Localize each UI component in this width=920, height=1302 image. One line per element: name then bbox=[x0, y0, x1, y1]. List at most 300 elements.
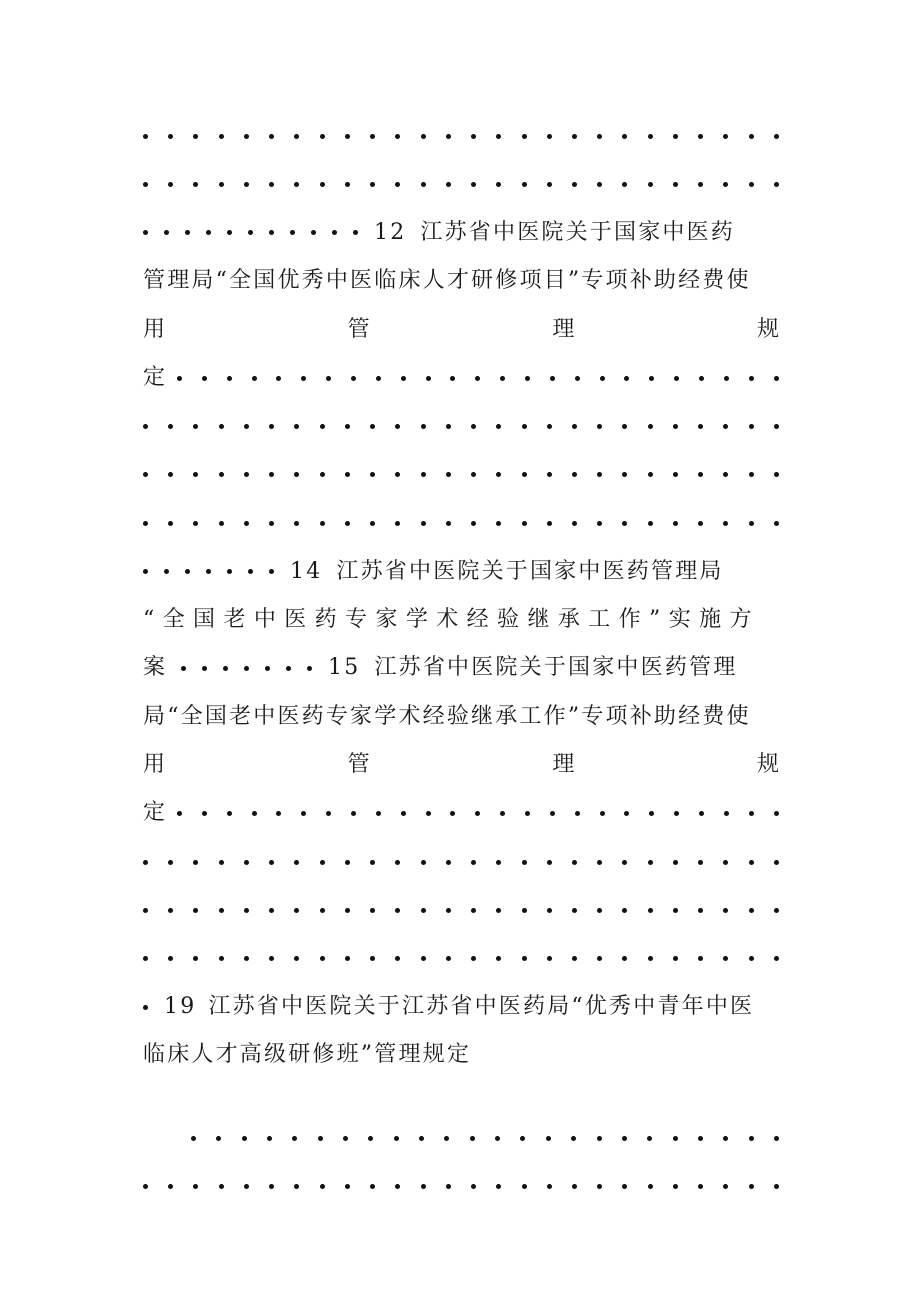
leader-dot bbox=[370, 956, 375, 961]
leader-dot bbox=[673, 472, 678, 477]
leader-dot bbox=[395, 472, 400, 477]
leader-dot bbox=[648, 424, 653, 429]
leader-dot bbox=[421, 908, 426, 913]
leader-dot bbox=[698, 908, 703, 913]
leader-dot bbox=[572, 1184, 577, 1189]
leader-dot bbox=[522, 472, 527, 477]
leader-dot bbox=[177, 811, 182, 816]
leader-dots bbox=[143, 451, 779, 499]
leader-dot bbox=[202, 376, 207, 381]
leader-dot bbox=[294, 860, 299, 865]
leader-dot bbox=[471, 134, 476, 139]
leader-dot bbox=[168, 956, 173, 961]
toc-char: 用 bbox=[143, 752, 166, 778]
leader-dot bbox=[345, 1184, 350, 1189]
leader-dot bbox=[674, 376, 679, 381]
leader-dot bbox=[648, 521, 653, 526]
leader-dot bbox=[269, 472, 274, 477]
leader-dot bbox=[723, 472, 728, 477]
leader-dot bbox=[749, 376, 754, 381]
leader-dot bbox=[471, 521, 476, 526]
leader-dots bbox=[177, 376, 779, 381]
leader-dot bbox=[723, 956, 728, 961]
leader-dot bbox=[191, 1136, 196, 1141]
leader-dot bbox=[450, 811, 455, 816]
leader-dot bbox=[177, 376, 182, 381]
leader-dot bbox=[547, 472, 552, 477]
leader-dot bbox=[622, 182, 627, 187]
leader-dot bbox=[320, 521, 325, 526]
leader-dot bbox=[395, 134, 400, 139]
leader-dot bbox=[143, 956, 148, 961]
leader-dot bbox=[525, 811, 530, 816]
leader-dot bbox=[525, 376, 530, 381]
leader-dot bbox=[550, 811, 555, 816]
leader-dot bbox=[500, 811, 505, 816]
leader-dots bbox=[143, 1114, 779, 1162]
toc-entry-12-title-spread bbox=[143, 306, 779, 354]
leader-dot bbox=[522, 424, 527, 429]
leader-dot bbox=[370, 860, 375, 865]
leader-dot bbox=[193, 521, 198, 526]
leader-dot bbox=[219, 860, 224, 865]
leader-dot bbox=[219, 956, 224, 961]
leader-dot bbox=[572, 860, 577, 865]
leader-dot bbox=[774, 521, 779, 526]
leader-dot bbox=[547, 134, 552, 139]
leader-dot bbox=[345, 860, 350, 865]
leader-dot bbox=[345, 472, 350, 477]
toc-char: 定 bbox=[143, 800, 166, 826]
leader-dot bbox=[395, 860, 400, 865]
leader-dot bbox=[294, 182, 299, 187]
leader-dot bbox=[471, 860, 476, 865]
leader-dot bbox=[216, 1136, 221, 1141]
leader-dot bbox=[597, 182, 602, 187]
leader-dot bbox=[343, 1136, 348, 1141]
leader-dot bbox=[421, 956, 426, 961]
leader-dot bbox=[252, 376, 257, 381]
leader-dot bbox=[648, 182, 653, 187]
leader-dot bbox=[496, 908, 501, 913]
leader-dot bbox=[345, 908, 350, 913]
leader-dot bbox=[698, 521, 703, 526]
leader-dot bbox=[724, 811, 729, 816]
leader-dot bbox=[143, 182, 148, 187]
leader-dot bbox=[143, 569, 148, 574]
leader-dot bbox=[294, 521, 299, 526]
leader-dot bbox=[550, 376, 555, 381]
leader-dot bbox=[370, 1184, 375, 1189]
leader-dot bbox=[749, 472, 754, 477]
toc-entry-12-line-4 bbox=[143, 354, 779, 402]
toc-char: 定 bbox=[143, 364, 166, 390]
toc-char: 案 bbox=[143, 655, 166, 681]
leader-dots bbox=[143, 1005, 148, 1010]
leader-dot bbox=[219, 182, 224, 187]
leader-dot bbox=[394, 1136, 399, 1141]
leader-dot bbox=[395, 424, 400, 429]
leader-dot bbox=[446, 472, 451, 477]
leader-dot bbox=[774, 472, 779, 477]
leader-dot bbox=[496, 182, 501, 187]
leader-dot bbox=[307, 666, 312, 671]
leader-dot bbox=[496, 472, 501, 477]
leader-dot bbox=[185, 569, 190, 574]
toc-char: 理 bbox=[552, 752, 575, 778]
leader-dot bbox=[723, 1184, 728, 1189]
leader-dot bbox=[699, 811, 704, 816]
leader-dot bbox=[395, 182, 400, 187]
toc-char: 管 bbox=[347, 316, 370, 342]
toc-entry-19-page: 19 bbox=[164, 994, 197, 1020]
leader-dot bbox=[572, 908, 577, 913]
leader-dot bbox=[193, 182, 198, 187]
leader-dot bbox=[547, 956, 552, 961]
leader-dot bbox=[723, 908, 728, 913]
leader-dot bbox=[227, 811, 232, 816]
leader-dot bbox=[269, 860, 274, 865]
leader-dot bbox=[244, 666, 249, 671]
leader-dot bbox=[370, 134, 375, 139]
leader-dot bbox=[269, 908, 274, 913]
leader-dot bbox=[698, 134, 703, 139]
leader-dot bbox=[143, 472, 148, 477]
leader-dot bbox=[320, 472, 325, 477]
leader-dot bbox=[648, 1184, 653, 1189]
leader-dot bbox=[421, 1184, 426, 1189]
leader-dot bbox=[446, 134, 451, 139]
leader-dot bbox=[242, 1136, 247, 1141]
leader-dot bbox=[269, 230, 274, 235]
leader-dot bbox=[547, 424, 552, 429]
leader-dot bbox=[723, 860, 728, 865]
leader-dot bbox=[219, 472, 224, 477]
leader-dot bbox=[597, 472, 602, 477]
leader-dot bbox=[267, 1136, 272, 1141]
leader-dot bbox=[749, 908, 754, 913]
leader-dot bbox=[421, 424, 426, 429]
toc-char: 规 bbox=[756, 316, 779, 342]
leader-dot bbox=[294, 134, 299, 139]
toc-entry-19-title-cont: 临床人才高级研修班”管理规定 bbox=[143, 1042, 472, 1068]
leader-dot bbox=[421, 134, 426, 139]
leader-dot bbox=[223, 666, 228, 671]
leader-dot bbox=[421, 521, 426, 526]
leader-dot bbox=[376, 811, 381, 816]
leader-dot bbox=[421, 860, 426, 865]
leader-dot bbox=[622, 1184, 627, 1189]
leader-dot bbox=[168, 472, 173, 477]
leader-dot bbox=[774, 1136, 779, 1141]
leader-dot bbox=[244, 908, 249, 913]
leader-dot bbox=[227, 569, 232, 574]
leader-dot bbox=[269, 424, 274, 429]
toc-entry-14-page: 14 bbox=[290, 558, 323, 584]
leader-dot bbox=[622, 424, 627, 429]
leader-dot bbox=[749, 811, 754, 816]
leader-dot bbox=[698, 472, 703, 477]
leader-dot bbox=[500, 376, 505, 381]
toc-entry-19-line-1 bbox=[143, 983, 779, 1031]
leader-dot bbox=[143, 230, 148, 235]
leader-dot bbox=[649, 811, 654, 816]
leader-dot bbox=[622, 1136, 627, 1141]
leader-dot bbox=[294, 472, 299, 477]
leader-dot bbox=[286, 666, 291, 671]
leader-dot bbox=[311, 230, 316, 235]
leader-dot bbox=[446, 956, 451, 961]
leader-dot bbox=[622, 956, 627, 961]
leader-dot bbox=[648, 860, 653, 865]
leader-dot bbox=[622, 860, 627, 865]
leader-dot bbox=[370, 908, 375, 913]
leader-dot bbox=[395, 908, 400, 913]
leader-dot bbox=[276, 376, 281, 381]
leader-dot bbox=[774, 956, 779, 961]
leader-dot bbox=[597, 134, 602, 139]
leader-dot bbox=[723, 521, 728, 526]
leader-dot bbox=[202, 811, 207, 816]
leader-dots bbox=[143, 1162, 779, 1210]
leader-dot bbox=[219, 424, 224, 429]
leader-dot bbox=[294, 424, 299, 429]
leader-dot bbox=[185, 230, 190, 235]
leader-dot bbox=[301, 811, 306, 816]
leader-dot bbox=[202, 666, 207, 671]
leader-dot bbox=[774, 182, 779, 187]
leader-dot bbox=[749, 1136, 754, 1141]
leader-dot bbox=[597, 1184, 602, 1189]
blank-gap bbox=[143, 1080, 779, 1114]
leader-dot bbox=[723, 424, 728, 429]
leader-dot bbox=[673, 424, 678, 429]
leader-dot bbox=[168, 521, 173, 526]
leader-dot bbox=[749, 860, 754, 865]
leader-dot bbox=[774, 908, 779, 913]
leader-dot bbox=[471, 424, 476, 429]
leader-dot bbox=[624, 811, 629, 816]
leader-dot bbox=[597, 521, 602, 526]
leader-dot bbox=[698, 860, 703, 865]
leader-dot bbox=[698, 1184, 703, 1189]
toc-entry-15-title: 江苏省中医院关于国家中医药管理 bbox=[374, 655, 738, 681]
leader-dot bbox=[269, 182, 274, 187]
leader-dot bbox=[227, 230, 232, 235]
leader-dot bbox=[248, 569, 253, 574]
leader-dot bbox=[370, 521, 375, 526]
leader-dots bbox=[181, 666, 312, 671]
leader-dot bbox=[575, 811, 580, 816]
leader-dot bbox=[575, 376, 580, 381]
leader-dot bbox=[345, 182, 350, 187]
leader-dot bbox=[547, 182, 552, 187]
leader-dot bbox=[597, 956, 602, 961]
leader-dot bbox=[647, 1136, 652, 1141]
leader-dot bbox=[193, 1184, 198, 1189]
leader-dot bbox=[143, 908, 148, 913]
leader-dot bbox=[547, 1184, 552, 1189]
leader-dot bbox=[446, 1184, 451, 1189]
toc-entry-14-line-1 bbox=[143, 548, 779, 596]
leader-dot bbox=[326, 376, 331, 381]
leader-dot bbox=[698, 956, 703, 961]
leader-dot bbox=[475, 811, 480, 816]
leader-dot bbox=[496, 860, 501, 865]
leader-dot bbox=[294, 1184, 299, 1189]
leader-dot bbox=[600, 811, 605, 816]
leader-dot bbox=[269, 569, 274, 574]
leader-dot bbox=[749, 182, 754, 187]
leader-dot bbox=[143, 1184, 148, 1189]
leader-dot bbox=[547, 908, 552, 913]
leader-dot bbox=[164, 569, 169, 574]
leader-dot bbox=[401, 811, 406, 816]
leader-dot bbox=[522, 521, 527, 526]
leader-dot bbox=[370, 182, 375, 187]
leader-dot bbox=[244, 424, 249, 429]
leader-dot bbox=[370, 472, 375, 477]
leader-dot bbox=[395, 521, 400, 526]
leader-dot bbox=[749, 134, 754, 139]
leader-dot bbox=[143, 424, 148, 429]
leader-dot bbox=[699, 376, 704, 381]
leader-dot bbox=[269, 956, 274, 961]
leader-dot bbox=[351, 376, 356, 381]
leader-dot bbox=[450, 376, 455, 381]
leader-dot bbox=[168, 908, 173, 913]
toc-char: 理 bbox=[552, 316, 575, 342]
leader-dot bbox=[345, 956, 350, 961]
leader-dot bbox=[597, 908, 602, 913]
leader-dot bbox=[495, 1136, 500, 1141]
leader-dot bbox=[193, 908, 198, 913]
leader-dot bbox=[446, 182, 451, 187]
leader-dot bbox=[622, 521, 627, 526]
leader-dot bbox=[419, 1136, 424, 1141]
leader-dot bbox=[446, 860, 451, 865]
leader-dot bbox=[351, 811, 356, 816]
leader-dot bbox=[345, 424, 350, 429]
leader-dot bbox=[774, 424, 779, 429]
toc-entry-19-title: 江苏省中医院关于江苏省中医药局“优秀中青年中医 bbox=[208, 994, 755, 1020]
leader-dot bbox=[269, 521, 274, 526]
leader-dots bbox=[143, 402, 779, 450]
leader-dot bbox=[496, 424, 501, 429]
leader-dot bbox=[244, 472, 249, 477]
leader-dot bbox=[444, 1136, 449, 1141]
leader-dot bbox=[673, 1136, 678, 1141]
leader-dot bbox=[572, 472, 577, 477]
leader-dot bbox=[624, 376, 629, 381]
leader-dot bbox=[181, 666, 186, 671]
leader-dot bbox=[426, 811, 431, 816]
leader-dot bbox=[206, 230, 211, 235]
leader-dot bbox=[290, 230, 295, 235]
leader-dot bbox=[673, 860, 678, 865]
toc-char: 管 bbox=[347, 752, 370, 778]
toc-entry-14-15-line bbox=[143, 644, 779, 692]
leader-dot bbox=[622, 908, 627, 913]
leader-dots bbox=[143, 160, 779, 208]
leader-dot bbox=[320, 424, 325, 429]
toc-entry-12-line-1 bbox=[143, 209, 779, 257]
toc-entry-12-page: 12 bbox=[374, 219, 407, 245]
toc-entry-15-line-4 bbox=[143, 789, 779, 837]
leader-dot bbox=[421, 182, 426, 187]
leader-dot bbox=[649, 376, 654, 381]
leader-dot bbox=[547, 521, 552, 526]
leader-dot bbox=[395, 956, 400, 961]
leader-dots bbox=[143, 569, 274, 574]
leader-dot bbox=[370, 424, 375, 429]
leader-dot bbox=[471, 182, 476, 187]
leader-dot bbox=[749, 956, 754, 961]
leader-dot bbox=[724, 376, 729, 381]
toc-page bbox=[143, 112, 779, 1211]
leader-dot bbox=[143, 521, 148, 526]
leader-dot bbox=[547, 860, 552, 865]
leader-dot bbox=[332, 230, 337, 235]
leader-dot bbox=[673, 134, 678, 139]
leader-dot bbox=[265, 666, 270, 671]
leader-dot bbox=[475, 376, 480, 381]
leader-dot bbox=[168, 424, 173, 429]
leader-dot bbox=[446, 424, 451, 429]
leader-dot bbox=[446, 908, 451, 913]
leader-dot bbox=[522, 860, 527, 865]
leader-dot bbox=[522, 182, 527, 187]
leader-dot bbox=[353, 230, 358, 235]
leader-dot bbox=[193, 134, 198, 139]
leader-dot bbox=[774, 860, 779, 865]
leader-dot bbox=[597, 424, 602, 429]
leader-dot bbox=[320, 182, 325, 187]
leader-dot bbox=[168, 182, 173, 187]
leader-dot bbox=[244, 956, 249, 961]
leader-dot bbox=[496, 521, 501, 526]
leader-dot bbox=[168, 134, 173, 139]
leader-dots bbox=[177, 811, 779, 816]
leader-dot bbox=[673, 908, 678, 913]
leader-dot bbox=[673, 182, 678, 187]
leader-dot bbox=[622, 472, 627, 477]
toc-entry-15-title-spread bbox=[143, 741, 779, 789]
leader-dot bbox=[320, 134, 325, 139]
leader-dot bbox=[168, 860, 173, 865]
leader-dot bbox=[749, 1184, 754, 1189]
leader-dot bbox=[723, 1136, 728, 1141]
leader-dot bbox=[326, 811, 331, 816]
leader-dot bbox=[470, 1136, 475, 1141]
leader-dot bbox=[143, 134, 148, 139]
leader-dot bbox=[294, 908, 299, 913]
leader-dot bbox=[520, 1136, 525, 1141]
leader-dot bbox=[648, 134, 653, 139]
leader-dot bbox=[301, 376, 306, 381]
leader-dot bbox=[522, 1184, 527, 1189]
leader-dot bbox=[269, 134, 274, 139]
leader-dot bbox=[219, 908, 224, 913]
leader-dot bbox=[723, 182, 728, 187]
leader-dot bbox=[698, 424, 703, 429]
leader-dot bbox=[471, 1184, 476, 1189]
leader-dot bbox=[345, 521, 350, 526]
leader-dot bbox=[401, 376, 406, 381]
leader-dot bbox=[673, 521, 678, 526]
leader-dot bbox=[244, 134, 249, 139]
leader-dot bbox=[673, 1184, 678, 1189]
